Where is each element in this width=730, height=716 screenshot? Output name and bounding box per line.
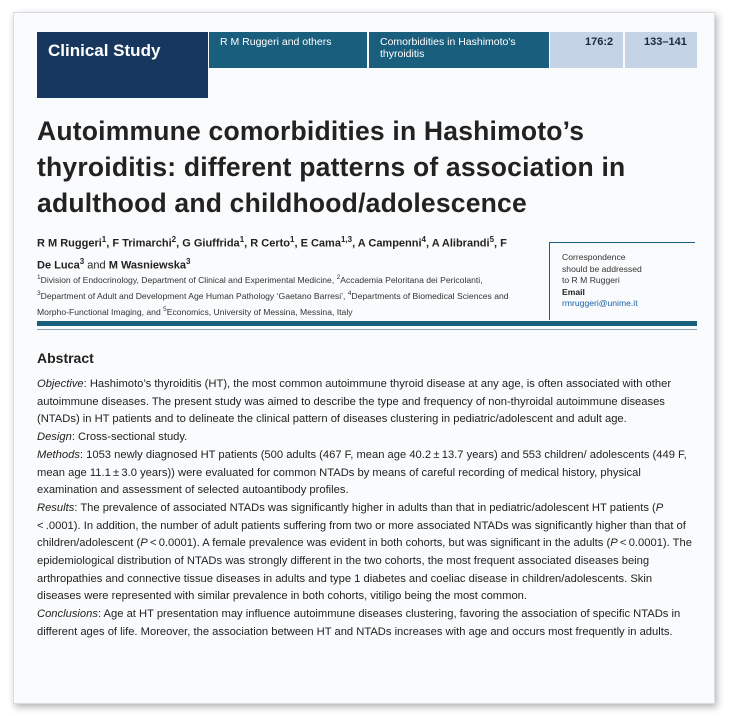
section-label-box	[37, 32, 208, 98]
abstract-conclusions	[37, 606, 697, 641]
author-separator: ,	[352, 237, 358, 250]
conclusions-text: : Age at HT presentation may influence autoimmune diseases clustering, favoring the association of specific NTADs in different ages of life. Moreover, the association between HT and NTADs increases with age and occurs most frequently in adults.	[37, 608, 681, 638]
author-separator: ,	[244, 237, 251, 250]
email-label: Email	[562, 286, 585, 297]
author-name: F Trimarchi	[112, 237, 172, 250]
author-affiliation-mark: 1	[290, 235, 295, 244]
affiliation-mark: 2	[336, 274, 341, 281]
methods-label: Methods	[37, 448, 80, 461]
author-name: M Wasniewska	[108, 259, 186, 272]
author-separator: ,	[106, 237, 113, 250]
design-text: : Cross-sectional study.	[71, 431, 188, 444]
p-value-symbol: P	[140, 537, 148, 550]
header-pages: 133–141	[644, 36, 687, 48]
author-separator: and	[84, 259, 109, 272]
abstract-body	[37, 376, 697, 642]
author-affiliation-mark: 3	[79, 256, 85, 266]
affiliation-mark: 4	[347, 289, 352, 297]
abstract-objective	[37, 376, 697, 429]
author-affiliation-mark: 1,3	[340, 235, 353, 244]
abstract-methods	[37, 447, 697, 500]
correspondence-line-2: should be addressed	[562, 263, 642, 274]
header-running-title-cell	[369, 32, 549, 68]
abstract-design	[37, 429, 697, 447]
affiliation-mark: 5	[163, 305, 167, 313]
author-separator: ,	[176, 237, 183, 250]
author-list	[37, 231, 507, 274]
results-text-1: : The prevalence of associated NTADs was significantly higher in adults than that in pediatric/adolescent HT patients (	[74, 501, 656, 514]
header-authors: R M Ruggeri and others	[220, 36, 332, 48]
author-separator: ,	[494, 237, 501, 250]
results-text-4: < 0.0001). The epidemiological distribution of NTADs was strongly different in the two cohorts, the most frequent associated diseases being arthropathies and connective tissue diseases in adults and type 1 diabetes and coeliac disease in children/adolescents. Skin diseases were represented with similar prevalence in both cohorts, vitiligo being the most common.	[37, 537, 692, 603]
author-name: R Certo	[250, 237, 290, 250]
header-running-title: Comorbidities in Hashimoto's thyroiditis	[380, 36, 516, 60]
header-pages-cell	[625, 32, 697, 68]
header-rule-thin	[37, 329, 697, 330]
author-affiliation-mark: 5	[489, 235, 495, 244]
results-text-2: < .0001). In addition, the number of adult patients suffering from two or more associated NTADs was significantly higher than that of children/adolescent (	[37, 501, 686, 550]
author-name: A Campenni	[357, 237, 422, 250]
affiliation-text: Department of Adult and Development Age Human Pathology ‘Gaetano Barresi’,	[40, 290, 348, 301]
author-name: E Cama	[300, 237, 341, 250]
results-label: Results	[37, 501, 75, 514]
author-affiliation-mark: 1	[239, 235, 245, 244]
affiliation-text: Accademia Peloritana dei Pericolanti,	[340, 274, 483, 285]
affiliation-mark: 3	[37, 289, 41, 297]
abstract-heading: Abstract	[37, 350, 94, 366]
methods-text: : 1053 newly diagnosed HT patients (500 adults (467 F, mean age 40.2 ± 13.7 years) and 553 children/ adolescents (449 F, mean age 11.1 ± 3.0 years)) were evaluated for common NTADs by means of careful recording of medical history, physical examination and assessment of selected autoantibody profiles.	[37, 448, 687, 497]
affiliation-text: Departments of Biomedical Sciences and Morpho-Functional Imaging, and	[37, 290, 509, 317]
results-text-3: < 0.0001). A female prevalence was evident in both cohorts, but was significant in the adults (	[147, 537, 611, 550]
author-name: G Giuffrida	[182, 237, 240, 250]
correspondence-line-1: Correspondence	[562, 252, 626, 262]
affiliation-text: Division of Endocrinology, Department of Clinical and Experimental Medicine,	[40, 274, 337, 285]
affiliation-mark: 1	[37, 274, 41, 281]
abstract-results	[37, 500, 697, 606]
p-value-symbol: P	[610, 537, 618, 550]
article-title: Autoimmune comorbidities in Hashimoto’s thyroiditis: different patterns of association in adulthood and childhood/adolescence	[37, 116, 626, 218]
email-link[interactable]: rmruggeri@unime.it	[562, 298, 638, 308]
header-authors-cell	[209, 32, 367, 68]
affiliation-text: Economics, University of Messina, Messina, Italy	[166, 306, 353, 317]
affiliations	[37, 271, 527, 319]
objective-label: Objective	[37, 378, 84, 390]
author-affiliation-mark: 1	[101, 235, 107, 244]
author-separator: ,	[426, 237, 432, 250]
author-affiliation-mark: 4	[421, 235, 426, 244]
author-affiliation-mark: 3	[185, 256, 191, 266]
section-label: Clinical Study	[48, 41, 161, 60]
objective-text: : Hashimoto’s thyroiditis (HT), the most common autoimmune thyroid disease at any age, is often associated with other autoimmune diseases. The present study was aimed to describe the type and frequency of non-thyroidal autoimmune diseases (NTADs) in HT patients and to delineate the clinical pattern of diseases clustering in pediatric/adolescent and adult age.	[37, 378, 672, 426]
correspondence-line-3: to R M Ruggeri	[562, 275, 620, 285]
correspondence-box	[549, 242, 695, 320]
author-name: A Alibrandi	[431, 237, 490, 250]
conclusions-label: Conclusions	[37, 608, 98, 621]
design-label: Design	[37, 431, 72, 444]
header-rule-thick	[37, 321, 697, 326]
author-name: F De Luca	[37, 237, 507, 272]
author-separator: ,	[294, 237, 301, 250]
header-volume: 176:2	[585, 36, 614, 48]
author-name: R M Ruggeri	[37, 237, 102, 250]
p-value-symbol: P	[655, 501, 664, 514]
author-affiliation-mark: 2	[171, 235, 177, 244]
header-volume-cell	[550, 32, 623, 68]
